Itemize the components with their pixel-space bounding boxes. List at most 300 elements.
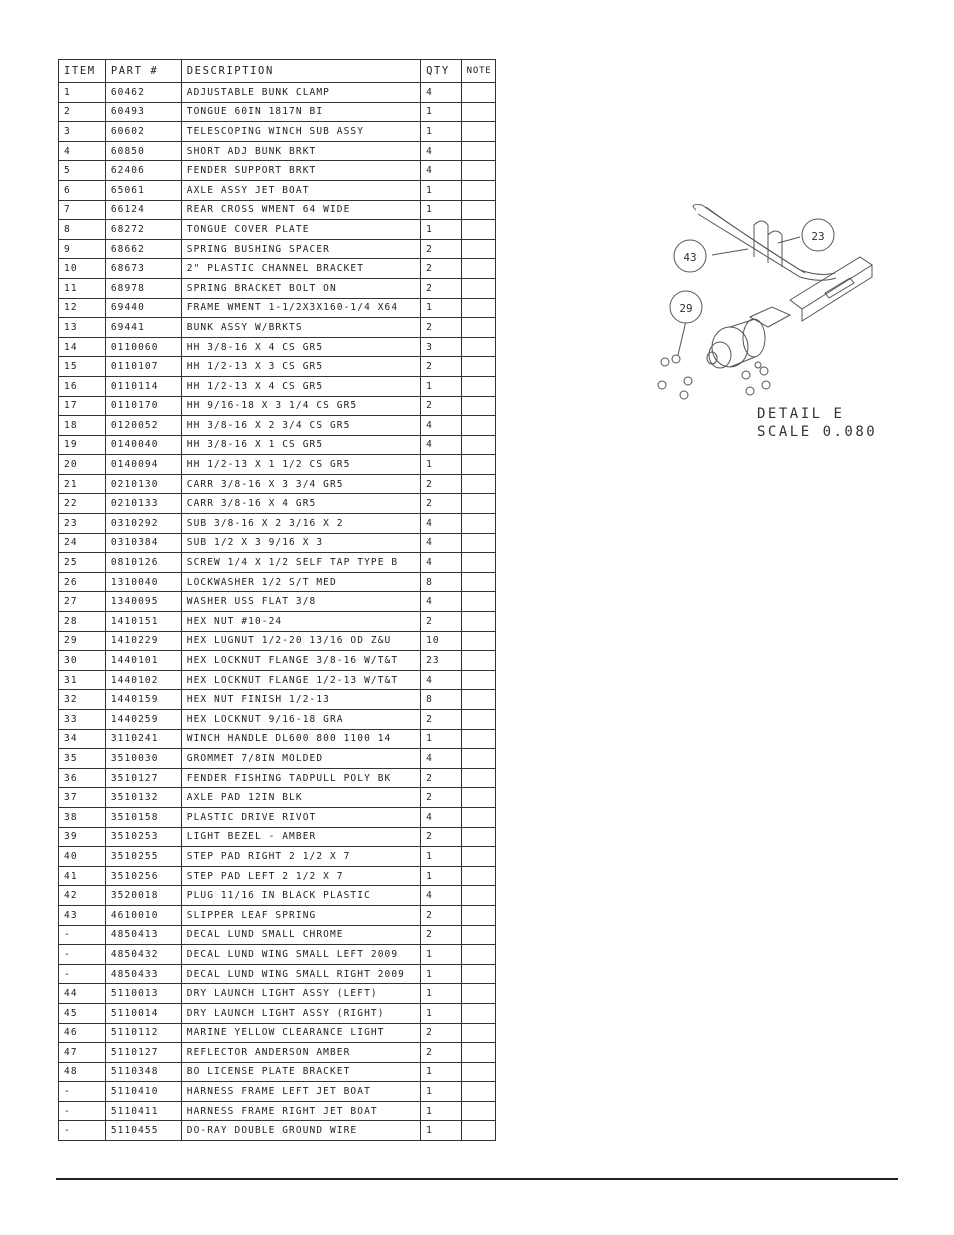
cell-note [461, 161, 495, 181]
cell-qty: 1 [421, 1003, 462, 1023]
cell-qty: 1 [421, 984, 462, 1004]
cell-description: WASHER USS FLAT 3/8 [181, 592, 420, 612]
cell-description: HH 1/2-13 X 4 CS GR5 [181, 376, 420, 396]
table-row [59, 710, 496, 730]
cell-item: 37 [59, 788, 106, 808]
cell-part: 4850432 [105, 945, 181, 965]
cell-item: 24 [59, 533, 106, 553]
cell-item: 27 [59, 592, 106, 612]
cell-qty: 1 [421, 866, 462, 886]
cell-note [461, 592, 495, 612]
table-row [59, 376, 496, 396]
cell-note [461, 1023, 495, 1043]
cell-item: 41 [59, 866, 106, 886]
cell-description: PLASTIC DRIVE RIVOT [181, 807, 420, 827]
cell-description: STEP PAD RIGHT 2 1/2 X 7 [181, 847, 420, 867]
frame-rail-shape [790, 257, 872, 309]
cell-part: 60850 [105, 141, 181, 161]
cell-part: 3520018 [105, 886, 181, 906]
cell-description: HEX NUT FINISH 1/2-13 [181, 690, 420, 710]
cell-description: REAR CROSS WMENT 64 WIDE [181, 200, 420, 220]
cell-note [461, 435, 495, 455]
cell-item: 22 [59, 494, 106, 514]
cell-part: 0140040 [105, 435, 181, 455]
cell-description: MARINE YELLOW CLEARANCE LIGHT [181, 1023, 420, 1043]
cell-qty: 1 [421, 1062, 462, 1082]
table-row [59, 1121, 496, 1141]
cell-qty: 1 [421, 122, 462, 142]
cell-description: LOCKWASHER 1/2 S/T MED [181, 572, 420, 592]
table-row [59, 1101, 496, 1121]
cell-note [461, 259, 495, 279]
cell-qty: 1 [421, 455, 462, 475]
table-row [59, 631, 496, 651]
cell-description: DRY LAUNCH LIGHT ASSY (LEFT) [181, 984, 420, 1004]
cell-note [461, 122, 495, 142]
cell-part: 0110114 [105, 376, 181, 396]
cell-part: 68662 [105, 239, 181, 259]
cell-note [461, 690, 495, 710]
cell-description: BUNK ASSY W/BRKTS [181, 318, 420, 338]
detail-title: DETAIL E [757, 406, 845, 422]
cell-qty: 2 [421, 474, 462, 494]
cell-note [461, 768, 495, 788]
cell-note [461, 514, 495, 534]
table-row [59, 1043, 496, 1063]
cell-note [461, 612, 495, 632]
table-row [59, 455, 496, 475]
cell-item: 18 [59, 416, 106, 436]
cell-note [461, 239, 495, 259]
header-description: DESCRIPTION [181, 60, 420, 83]
cell-item: 25 [59, 553, 106, 573]
cell-item: 34 [59, 729, 106, 749]
cell-part: 5110014 [105, 1003, 181, 1023]
cell-note [461, 710, 495, 730]
table-row [59, 651, 496, 671]
cell-part: 3510256 [105, 866, 181, 886]
table-row [59, 318, 496, 338]
cell-part: 0810126 [105, 553, 181, 573]
cell-description: ADJUSTABLE BUNK CLAMP [181, 83, 420, 103]
cell-item: 10 [59, 259, 106, 279]
cell-qty: 4 [421, 514, 462, 534]
cell-description: HEX LOCKNUT 9/16-18 GRA [181, 710, 420, 730]
cell-part: 1440102 [105, 670, 181, 690]
cell-note [461, 102, 495, 122]
cell-note [461, 141, 495, 161]
cell-qty: 2 [421, 905, 462, 925]
parts-list-table [58, 59, 496, 1141]
cell-note [461, 984, 495, 1004]
cell-part: 0210133 [105, 494, 181, 514]
table-row [59, 200, 496, 220]
cell-note [461, 1082, 495, 1102]
cell-part: 3110241 [105, 729, 181, 749]
cell-item: 5 [59, 161, 106, 181]
cell-item: - [59, 925, 106, 945]
cell-part: 5110410 [105, 1082, 181, 1102]
cell-qty: 2 [421, 357, 462, 377]
cell-qty: 8 [421, 690, 462, 710]
table-row [59, 220, 496, 240]
table-header-row [59, 60, 496, 83]
table-row [59, 788, 496, 808]
cell-note [461, 357, 495, 377]
cell-part: 0310384 [105, 533, 181, 553]
cell-qty: 2 [421, 1023, 462, 1043]
cell-note [461, 749, 495, 769]
cell-item: - [59, 945, 106, 965]
cell-part: 62406 [105, 161, 181, 181]
cell-item: - [59, 1101, 106, 1121]
cell-item: 48 [59, 1062, 106, 1082]
cell-description: CARR 3/8-16 X 4 GR5 [181, 494, 420, 514]
cell-qty: 4 [421, 533, 462, 553]
cell-part: 0120052 [105, 416, 181, 436]
cell-qty: 2 [421, 494, 462, 514]
table-row [59, 984, 496, 1004]
cell-part: 0310292 [105, 514, 181, 534]
cell-part: 4850413 [105, 925, 181, 945]
cell-note [461, 670, 495, 690]
cell-description: HEX LOCKNUT FLANGE 1/2-13 W/T&T [181, 670, 420, 690]
cell-description: LIGHT BEZEL - AMBER [181, 827, 420, 847]
cell-note [461, 1062, 495, 1082]
cell-part: 65061 [105, 180, 181, 200]
cell-item: 35 [59, 749, 106, 769]
cell-qty: 2 [421, 278, 462, 298]
cell-description: FRAME WMENT 1-1/2X3X160-1/4 X64 [181, 298, 420, 318]
cell-description: HEX LOCKNUT FLANGE 3/8-16 W/T&T [181, 651, 420, 671]
cell-part: 3510255 [105, 847, 181, 867]
cell-description: AXLE PAD 12IN BLK [181, 788, 420, 808]
cell-item: 11 [59, 278, 106, 298]
cell-item: 3 [59, 122, 106, 142]
cell-note [461, 788, 495, 808]
table-row [59, 866, 496, 886]
callout-43 [674, 240, 706, 272]
callout-43-label: 43 [683, 251, 697, 264]
cell-description: HARNESS FRAME RIGHT JET BOAT [181, 1101, 420, 1121]
cell-qty: 1 [421, 1082, 462, 1102]
cell-part: 4850433 [105, 964, 181, 984]
cell-qty: 10 [421, 631, 462, 651]
cell-part: 0110060 [105, 337, 181, 357]
cell-note [461, 396, 495, 416]
cell-part: 4610010 [105, 905, 181, 925]
cell-qty: 4 [421, 435, 462, 455]
table-row [59, 1023, 496, 1043]
cell-description: DRY LAUNCH LIGHT ASSY (RIGHT) [181, 1003, 420, 1023]
table-row [59, 533, 496, 553]
cell-description: SLIPPER LEAF SPRING [181, 905, 420, 925]
cell-description: HEX LUGNUT 1/2-20 13/16 OD Z&U [181, 631, 420, 651]
cell-item: 1 [59, 83, 106, 103]
cell-note [461, 945, 495, 965]
cell-qty: 2 [421, 239, 462, 259]
cell-description: TONGUE 60IN 1817N BI [181, 102, 420, 122]
cell-note [461, 494, 495, 514]
cell-description: GROMMET 7/8IN MOLDED [181, 749, 420, 769]
cell-description: AXLE ASSY JET BOAT [181, 180, 420, 200]
cell-note [461, 1043, 495, 1063]
cell-part: 5110112 [105, 1023, 181, 1043]
table-row [59, 514, 496, 534]
cell-part: 68978 [105, 278, 181, 298]
cell-qty: 2 [421, 788, 462, 808]
cell-item: 40 [59, 847, 106, 867]
cell-note [461, 455, 495, 475]
cell-note [461, 651, 495, 671]
cell-item: 2 [59, 102, 106, 122]
table-row [59, 298, 496, 318]
table-row [59, 474, 496, 494]
cell-qty: 4 [421, 886, 462, 906]
cell-part: 3510158 [105, 807, 181, 827]
cell-qty: 1 [421, 847, 462, 867]
table-row [59, 553, 496, 573]
cell-description: SUB 3/8-16 X 2 3/16 X 2 [181, 514, 420, 534]
cell-part: 1440259 [105, 710, 181, 730]
cell-note [461, 905, 495, 925]
cell-qty: 2 [421, 827, 462, 847]
callout-23 [802, 219, 834, 251]
cell-description: DECAL LUND SMALL CHROME [181, 925, 420, 945]
cell-item: 33 [59, 710, 106, 730]
cell-description: HH 9/16-18 X 3 1/4 CS GR5 [181, 396, 420, 416]
callout-29 [670, 291, 702, 323]
cell-part: 69441 [105, 318, 181, 338]
table-row [59, 827, 496, 847]
cell-part: 1440101 [105, 651, 181, 671]
table-row [59, 945, 496, 965]
cell-item: 8 [59, 220, 106, 240]
cell-part: 60462 [105, 83, 181, 103]
cell-item: 16 [59, 376, 106, 396]
table-row [59, 259, 496, 279]
table-row [59, 396, 496, 416]
table-row [59, 768, 496, 788]
cell-description: SPRING BUSHING SPACER [181, 239, 420, 259]
cell-qty: 4 [421, 592, 462, 612]
cell-qty: 2 [421, 396, 462, 416]
table-row [59, 122, 496, 142]
cell-note [461, 847, 495, 867]
cell-item: 29 [59, 631, 106, 651]
cell-qty: 1 [421, 102, 462, 122]
footer-divider [56, 1178, 898, 1180]
cell-qty: 8 [421, 572, 462, 592]
table-row [59, 807, 496, 827]
cell-qty: 4 [421, 416, 462, 436]
cell-qty: 1 [421, 220, 462, 240]
cell-description: WINCH HANDLE DL600 800 1100 14 [181, 729, 420, 749]
cell-part: 3510132 [105, 788, 181, 808]
cell-description: HARNESS FRAME LEFT JET BOAT [181, 1082, 420, 1102]
cell-part: 1340095 [105, 592, 181, 612]
table-row [59, 886, 496, 906]
table-row [59, 1003, 496, 1023]
cell-qty: 2 [421, 768, 462, 788]
cell-description: REFLECTOR ANDERSON AMBER [181, 1043, 420, 1063]
cell-item: 47 [59, 1043, 106, 1063]
cell-description: SUB 1/2 X 3 9/16 X 3 [181, 533, 420, 553]
table-row [59, 1062, 496, 1082]
table-row [59, 83, 496, 103]
cell-qty: 2 [421, 710, 462, 730]
detail-scale: SCALE 0.080 [757, 424, 878, 440]
cell-description: SHORT ADJ BUNK BRKT [181, 141, 420, 161]
cell-part: 0140094 [105, 455, 181, 475]
cell-qty: 2 [421, 259, 462, 279]
cell-item: 15 [59, 357, 106, 377]
table-row [59, 670, 496, 690]
cell-item: 14 [59, 337, 106, 357]
cell-qty: 2 [421, 1043, 462, 1063]
cell-qty: 1 [421, 376, 462, 396]
cell-item: 42 [59, 886, 106, 906]
cell-note [461, 572, 495, 592]
cell-part: 1410229 [105, 631, 181, 651]
cell-item: 13 [59, 318, 106, 338]
cell-part: 5110348 [105, 1062, 181, 1082]
cell-note [461, 807, 495, 827]
cell-part: 60602 [105, 122, 181, 142]
cell-description: BO LICENSE PLATE BRACKET [181, 1062, 420, 1082]
table-row [59, 102, 496, 122]
cell-item: 28 [59, 612, 106, 632]
cell-description: PLUG 11/16 IN BLACK PLASTIC [181, 886, 420, 906]
cell-qty: 23 [421, 651, 462, 671]
cell-qty: 4 [421, 553, 462, 573]
cell-note [461, 220, 495, 240]
table-row [59, 612, 496, 632]
cell-note [461, 298, 495, 318]
table-row [59, 964, 496, 984]
cell-note [461, 474, 495, 494]
cell-description: HH 3/8-16 X 4 CS GR5 [181, 337, 420, 357]
cell-item: 4 [59, 141, 106, 161]
cell-note [461, 1101, 495, 1121]
cell-qty: 4 [421, 749, 462, 769]
cell-note [461, 925, 495, 945]
cell-note [461, 180, 495, 200]
header-item: ITEM [59, 60, 106, 83]
cell-part: 5110013 [105, 984, 181, 1004]
cell-item: 46 [59, 1023, 106, 1043]
cell-description: STEP PAD LEFT 2 1/2 X 7 [181, 866, 420, 886]
cell-part: 5110455 [105, 1121, 181, 1141]
cell-description: HEX NUT #10-24 [181, 612, 420, 632]
cell-item: 20 [59, 455, 106, 475]
cell-item: 32 [59, 690, 106, 710]
cell-description: TELESCOPING WINCH SUB ASSY [181, 122, 420, 142]
cell-item: 23 [59, 514, 106, 534]
cell-note [461, 964, 495, 984]
cell-note [461, 1003, 495, 1023]
cell-part: 1310040 [105, 572, 181, 592]
cell-qty: 1 [421, 200, 462, 220]
header-qty: QTY [421, 60, 462, 83]
cell-note [461, 376, 495, 396]
lug-nut-shape [661, 358, 669, 366]
cell-part: 0110107 [105, 357, 181, 377]
cell-description: CARR 3/8-16 X 3 3/4 GR5 [181, 474, 420, 494]
header-part-number: PART # [105, 60, 181, 83]
cell-qty: 4 [421, 83, 462, 103]
cell-item: 19 [59, 435, 106, 455]
table-row [59, 729, 496, 749]
cell-qty: 1 [421, 180, 462, 200]
cell-description: HH 1/2-13 X 3 CS GR5 [181, 357, 420, 377]
cell-qty: 2 [421, 612, 462, 632]
table-row [59, 357, 496, 377]
cell-part: 68673 [105, 259, 181, 279]
cell-note [461, 1121, 495, 1141]
cell-part: 60493 [105, 102, 181, 122]
table-row [59, 494, 496, 514]
table-row [59, 572, 496, 592]
callout-29-label: 29 [679, 302, 693, 315]
table-row [59, 161, 496, 181]
table-row [59, 925, 496, 945]
cell-item: 21 [59, 474, 106, 494]
cell-note [461, 318, 495, 338]
callout-23-label: 23 [811, 230, 825, 243]
table-row [59, 337, 496, 357]
cell-qty: 4 [421, 161, 462, 181]
cell-item: 31 [59, 670, 106, 690]
table-row [59, 180, 496, 200]
cell-item: - [59, 1082, 106, 1102]
header-note: NOTE [461, 60, 495, 83]
cell-note [461, 631, 495, 651]
cell-description: HH 3/8-16 X 1 CS GR5 [181, 435, 420, 455]
cell-part: 1440159 [105, 690, 181, 710]
cell-description: DECAL LUND WING SMALL LEFT 2009 [181, 945, 420, 965]
cell-note [461, 200, 495, 220]
parts-table-body [59, 83, 496, 1141]
cell-item: 6 [59, 180, 106, 200]
cell-part: 0110170 [105, 396, 181, 416]
cell-part: 3510253 [105, 827, 181, 847]
cell-part: 5110411 [105, 1101, 181, 1121]
table-row [59, 1082, 496, 1102]
table-row [59, 847, 496, 867]
cell-part: 3510127 [105, 768, 181, 788]
cell-description: DO-RAY DOUBLE GROUND WIRE [181, 1121, 420, 1141]
cell-qty: 1 [421, 1121, 462, 1141]
cell-item: 17 [59, 396, 106, 416]
table-row [59, 749, 496, 769]
cell-part: 1410151 [105, 612, 181, 632]
cell-item: - [59, 1121, 106, 1141]
cell-item: 30 [59, 651, 106, 671]
cell-item: 36 [59, 768, 106, 788]
cell-description: TONGUE COVER PLATE [181, 220, 420, 240]
table-row [59, 690, 496, 710]
cell-qty: 4 [421, 670, 462, 690]
cell-qty: 1 [421, 1101, 462, 1121]
cell-description: SCREW 1/4 X 1/2 SELF TAP TYPE B [181, 553, 420, 573]
table-row [59, 435, 496, 455]
cell-item: 9 [59, 239, 106, 259]
table-row [59, 905, 496, 925]
cell-note [461, 83, 495, 103]
cell-item: 38 [59, 807, 106, 827]
table-row [59, 592, 496, 612]
